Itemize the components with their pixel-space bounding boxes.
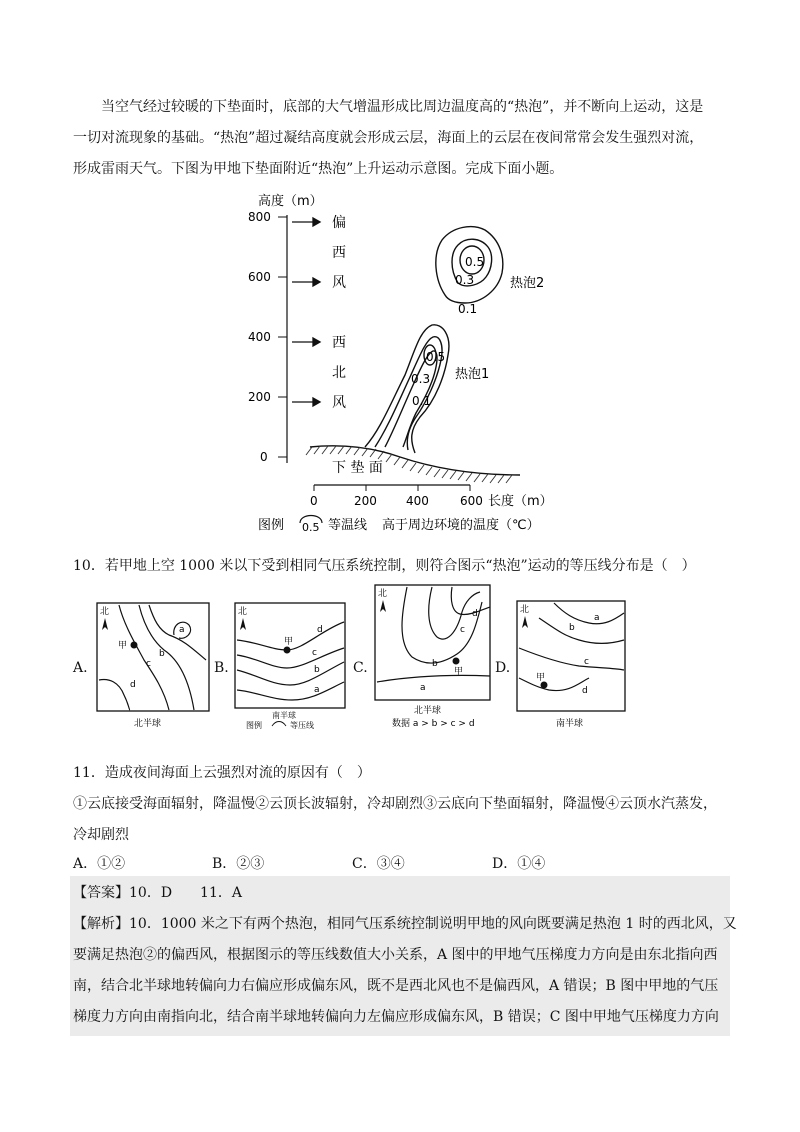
isobar-letter: c: [146, 659, 151, 669]
north-arrow-icon: [102, 618, 108, 630]
y-tick: 600: [248, 270, 271, 284]
isobar-letter: b: [432, 659, 438, 669]
option-b-label: B.: [214, 660, 229, 676]
q11-items-line-2: 冷却剧烈: [73, 827, 129, 843]
wind-label: 西: [332, 335, 346, 351]
isobar-letter: b: [569, 623, 575, 633]
map-caption: 南半球: [272, 711, 296, 720]
x-tick: 600: [460, 494, 483, 508]
q11-option-d: D．①④: [492, 856, 546, 872]
thermal-bubble-figure: [240, 185, 560, 540]
map-a: [94, 600, 214, 730]
bubble-1-isotherms: [365, 325, 449, 453]
isobar-letter: c: [460, 625, 465, 635]
isobar-letter: d: [472, 609, 478, 619]
north-label: 北: [520, 605, 530, 615]
north-arrow-icon: [380, 600, 386, 612]
isobar-letter: a: [420, 683, 426, 693]
map-d: [514, 598, 634, 733]
option-a-label: A.: [73, 660, 88, 676]
y-tick: 200: [248, 390, 271, 404]
isobar-letter: d: [317, 625, 323, 635]
isotherm-label: 0.1: [458, 302, 478, 316]
intro-line-1: 当空气经过较暖的下垫面时，底部的大气增温形成比周边温度高的“热泡”，并不断向上运动，这是: [101, 99, 704, 115]
legend-item: 等温线: [328, 518, 368, 533]
y-tick: 0: [260, 450, 268, 464]
wind-label: 风: [332, 395, 346, 411]
map-caption: 南半球: [556, 719, 584, 729]
legend-value: 0.5: [302, 521, 320, 534]
map-c: [372, 582, 497, 732]
analysis-line-2: 要满足热泡②的偏西风，根据图示的等压线数值大小关系，A 图中的甲地气压梯度力方向是由东北指向西: [73, 947, 718, 963]
map-caption: 等压线: [290, 721, 314, 730]
x-tick: 400: [406, 494, 429, 508]
map-caption: 数据 a > b > c > d: [392, 719, 475, 729]
intro-line-3: 形成雷雨天气。下图为甲地下垫面附近“热泡”上升运动示意图。完成下面小题。: [73, 161, 564, 177]
map-caption: 北半球: [414, 706, 442, 716]
isobar-letter: b: [314, 665, 320, 675]
isobar-letter: b: [159, 649, 165, 659]
analysis-line-3: 南，结合北半球地转偏向力右偏应形成偏东风，既不是西北风也不是偏西风，A 错误；B 图中甲地的气压: [73, 978, 719, 994]
bubble-2-label: 热泡2: [510, 276, 545, 291]
point-label: 甲: [454, 667, 464, 677]
bubble-1-label: 热泡1: [455, 367, 490, 382]
point-label: 甲: [284, 637, 294, 647]
x-tick: 0: [310, 494, 318, 508]
isotherm-label: 0.5: [465, 255, 485, 269]
wind-label: 风: [332, 275, 346, 291]
map-caption: 图例: [246, 721, 262, 730]
wind-arrows: [292, 218, 320, 406]
x-tick: 200: [354, 494, 377, 508]
y-tick: 800: [248, 210, 271, 224]
option-c-label: C.: [353, 660, 368, 676]
isobar-letter: a: [179, 625, 185, 635]
x-axis-title: 长度（m）: [488, 494, 553, 509]
isotherm-label: 0.3: [455, 273, 475, 287]
isobar-letter: a: [594, 613, 600, 623]
y-ticks: [248, 210, 271, 464]
north-arrow-icon: [240, 618, 246, 630]
q11-items-line-1: ①云底接受海面辐射，降温慢②云顶长波辐射，冷却剧烈③云底向下垫面辐射，降温慢④云顶水汽蒸发，: [73, 796, 717, 812]
north-label: 北: [238, 607, 248, 617]
isotherm-label: 0.3: [411, 372, 431, 386]
y-tick: 400: [248, 330, 271, 344]
north-label: 北: [378, 589, 388, 599]
wind-label: 北: [332, 365, 346, 381]
isotherm-label: 0.5: [426, 350, 446, 364]
option-d-label: D.: [495, 660, 511, 676]
intro-line-2: 一切对流现象的基础。“热泡”超过凝结高度就会形成云层，海面上的云层在夜间常常会发生强烈对流，: [73, 130, 704, 146]
point-label: 甲: [118, 641, 128, 651]
legend-description: 高于周边环境的温度（℃）: [382, 518, 540, 533]
q11-option-c: C．③④: [352, 856, 405, 872]
north-label: 北: [100, 607, 110, 617]
isobar-letter: d: [582, 686, 588, 696]
point-label: 甲: [536, 673, 546, 683]
q11-option-b: B．②③: [212, 856, 265, 872]
surface-label: 下 垫 面: [332, 460, 383, 476]
isobar-letter: c: [584, 657, 589, 667]
map-b: [232, 600, 352, 730]
analysis-line-1: 【解析】10．1000 米之下有两个热泡，相同气压系统控制说明甲地的风向既要满足热泡 1 时的西北风，又: [73, 916, 737, 932]
map-caption: 北半球: [134, 719, 162, 729]
isobar-letter: c: [312, 648, 317, 658]
isotherm-label: 0.1: [412, 394, 432, 408]
answer-line: 【答案】10．D 11．A: [73, 885, 242, 901]
isobar-letter: a: [314, 685, 320, 695]
q10-stem: 10．若甲地上空 1000 米以下受到相同气压系统控制，则符合图示“热泡”运动的等压线分布是（ ）: [73, 558, 696, 574]
north-arrow-icon: [522, 616, 528, 628]
isobar-letter: d: [130, 680, 136, 690]
y-axis-title: 高度（m）: [258, 194, 323, 209]
q11-option-a: A．①②: [73, 856, 126, 872]
wind-label: 西: [332, 245, 346, 261]
wind-label: 偏: [332, 215, 346, 231]
legend-prefix: 图例: [258, 518, 285, 533]
analysis-line-4: 梯度力方向由南指向北，结合南半球地转偏向力左偏应形成偏东风，B 错误；C 图中甲地气压梯度力方向: [73, 1009, 719, 1025]
q11-stem: 11．造成夜间海面上云强烈对流的原因有（ ）: [73, 765, 371, 781]
